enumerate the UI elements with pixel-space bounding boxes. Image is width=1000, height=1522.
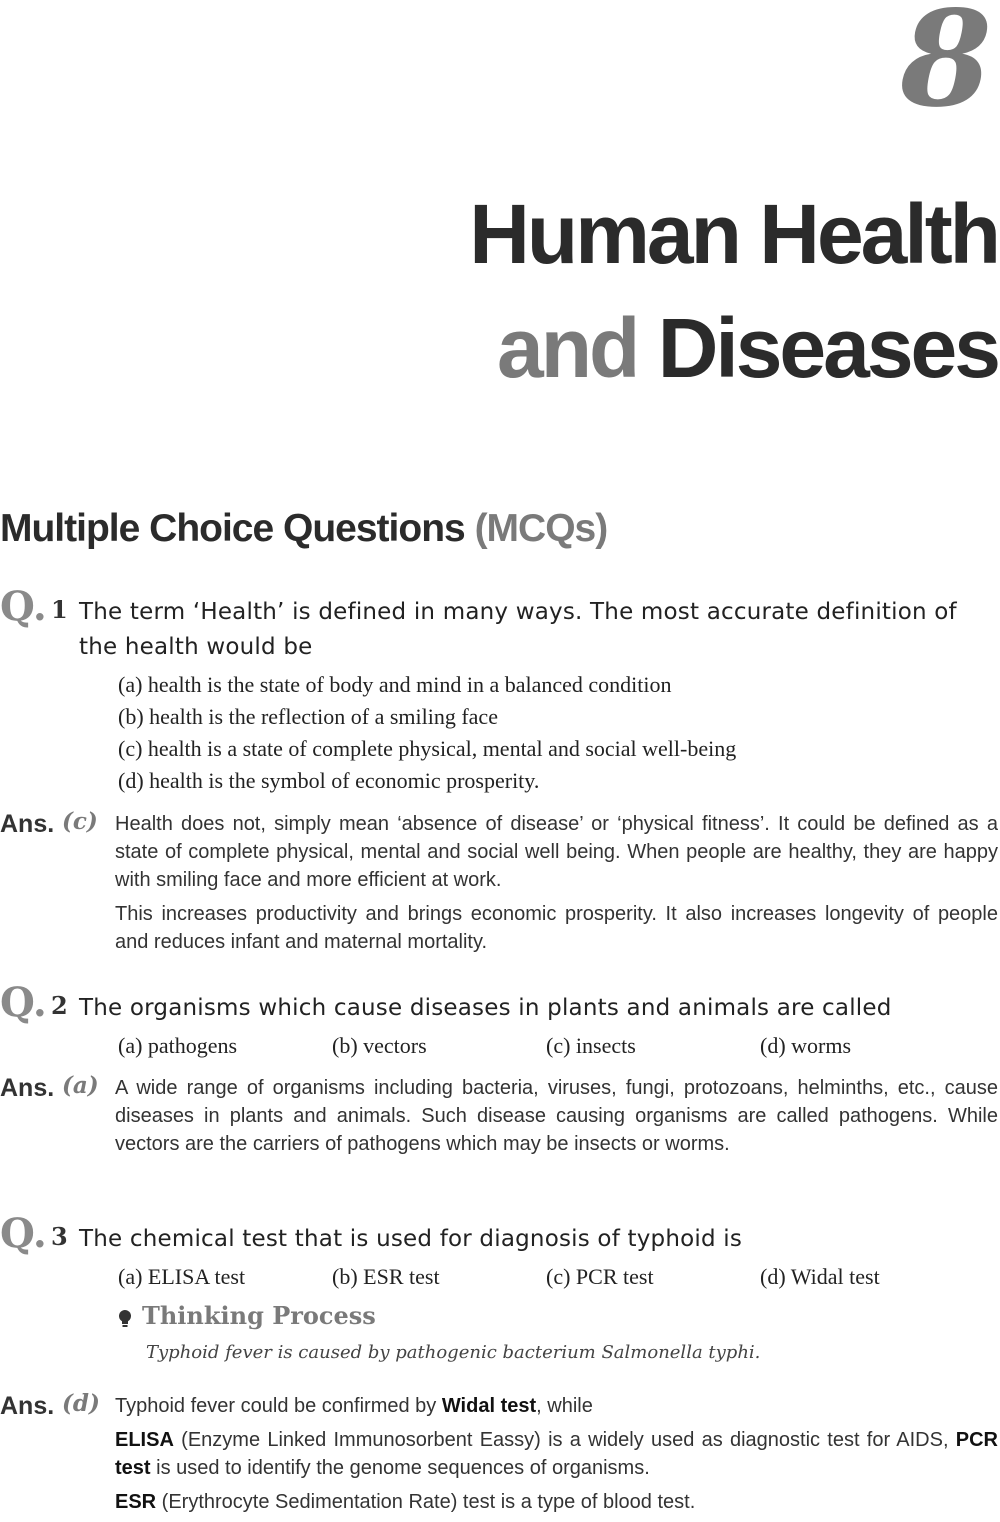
answer-bold-term: PCR test bbox=[115, 1429, 998, 1479]
answer-paragraph bbox=[115, 1488, 1000, 1516]
question-1 bbox=[0, 583, 1000, 797]
answer-bold-term: ELISA bbox=[115, 1429, 174, 1451]
answer-paragraph: This increases productivity and brings economic prosperity. It also increases longevity of people and reduces infant and maternal mortality. bbox=[115, 903, 998, 953]
answer-paragraph: A wide range of organisms including bacteria, viruses, fungi, protozoans, helminths, etc., cause diseases in plants and animals. Such disease causing organisms are called pathogens. While vectors are the carriers of pathogens which may be insects or worms. bbox=[115, 1077, 998, 1155]
thinking-process-text: Typhoid fever is caused by pathogenic bacterium Salmonella typhi. bbox=[146, 1342, 761, 1363]
answer-option: (a) bbox=[62, 1072, 99, 1099]
chapter-title-diseases: Diseases bbox=[657, 301, 998, 395]
option-b: (b) ESR test bbox=[332, 1264, 440, 1289]
answer-1 bbox=[0, 810, 1000, 962]
answer-paragraph bbox=[115, 1392, 1000, 1420]
question-marker: Q. bbox=[0, 583, 47, 630]
option-c: (c) insects bbox=[546, 1033, 636, 1058]
question-text: The chemical test that is used for diagnosis of typhoid is bbox=[79, 1226, 743, 1252]
answer-text: (Erythrocyte Sedimentation Rate) test is a type of blood test. bbox=[156, 1491, 696, 1513]
answer-paragraph bbox=[115, 1426, 1000, 1482]
options-list bbox=[0, 1030, 1000, 1062]
options-list bbox=[0, 1261, 1000, 1293]
answer-3 bbox=[0, 1392, 1000, 1522]
question-number: 1 bbox=[51, 595, 68, 624]
chapter-title-and: and bbox=[497, 301, 638, 395]
answer-bold-term: Widal test bbox=[441, 1395, 537, 1417]
section-abbr: (MCQs) bbox=[474, 507, 608, 550]
answer-text: (Enzyme Linked Immunosorbent Eassy) is a widely used as diagnostic test for AIDS, bbox=[173, 1429, 956, 1451]
answer-option: (c) bbox=[62, 808, 98, 835]
question-marker: Q. bbox=[0, 1210, 47, 1257]
chapter-title-line1: Human Health bbox=[469, 187, 998, 281]
option-d: (d) Widal test bbox=[760, 1264, 880, 1289]
option-b: (b) health is the reflection of a smiling face bbox=[118, 704, 498, 729]
lightbulb-icon bbox=[118, 1306, 132, 1326]
answer-2 bbox=[0, 1074, 1000, 1164]
thinking-process-heading bbox=[0, 1301, 1000, 1330]
question-3 bbox=[0, 1210, 1000, 1363]
options-list bbox=[0, 669, 1000, 797]
question-marker: Q. bbox=[0, 979, 47, 1026]
answer-text: is used to identify the genome sequences of organisms. bbox=[150, 1457, 650, 1479]
option-a: (a) health is the state of body and mind in a balanced condition bbox=[118, 672, 672, 697]
answer-label: Ans. bbox=[0, 1392, 55, 1420]
option-d: (d) health is the symbol of economic prosperity. bbox=[118, 768, 540, 793]
option-c: (c) health is a state of complete physical, mental and social well-being bbox=[118, 736, 737, 761]
option-c: (c) PCR test bbox=[546, 1264, 654, 1289]
section-title: Multiple Choice Questions bbox=[0, 507, 465, 550]
answer-text: , while bbox=[536, 1395, 593, 1417]
option-b: (b) vectors bbox=[332, 1033, 427, 1058]
option-a: (a) ELISA test bbox=[118, 1264, 246, 1289]
section-heading bbox=[0, 506, 607, 553]
question-text: The organisms which cause diseases in plants and animals are called bbox=[79, 995, 892, 1021]
question-number: 2 bbox=[51, 991, 68, 1020]
chapter-title-line2 bbox=[497, 301, 998, 395]
option-a: (a) pathogens bbox=[118, 1033, 238, 1058]
answer-label: Ans. bbox=[0, 1074, 55, 1102]
answer-option: (d) bbox=[62, 1390, 100, 1417]
thinking-process-title: Thinking Process bbox=[142, 1301, 376, 1330]
answer-text: Typhoid fever could be confirmed by bbox=[115, 1395, 442, 1417]
answer-paragraph: Health does not, simply mean ‘absence of disease’ or ‘physical fitness’. It could be defined as a state of complete physical, mental and social well being. When people are healthy, they are happy with smiling face and more efficient at work. bbox=[115, 813, 998, 891]
chapter-number: 8 bbox=[900, 0, 992, 137]
option-d: (d) worms bbox=[760, 1033, 852, 1058]
answer-bold-term: ESR bbox=[115, 1491, 157, 1513]
question-text: The term ‘Health’ is defined in many ways. The most accurate definition of the health would be bbox=[79, 599, 957, 660]
question-2 bbox=[0, 979, 1000, 1062]
answer-label: Ans. bbox=[0, 810, 55, 838]
question-number: 3 bbox=[51, 1222, 68, 1251]
